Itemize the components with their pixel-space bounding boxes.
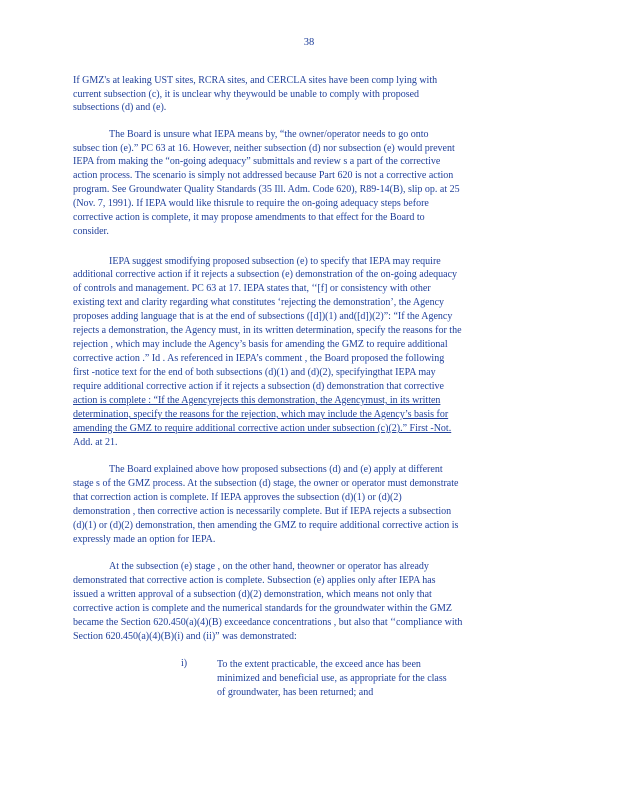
- text-line: rejection , which may include the Agency’s basis for amending the GMZ to require additional: [73, 339, 448, 350]
- list-item-line: minimized and beneficial use, as appropriate for the class: [217, 673, 447, 684]
- text-line: corrective action .” Id . As referenced in IEPA’s comment , the Board proposed the following: [73, 353, 445, 364]
- text-line: expressly made an option for IEPA.: [73, 534, 216, 545]
- underlined-text-line: amending the GMZ to require additional corrective action under subsection (c)(2).” First -Not.: [73, 423, 452, 434]
- list-item-line: To the extent practicable, the exceed ance has been: [217, 659, 421, 670]
- text-line: demonstrated that corrective action is complete. Subsection (e) applies only after IEPA has: [73, 575, 436, 586]
- text-line: Section 620.450(a)(4)(B)(i) and (ii)” was demonstrated:: [73, 631, 297, 642]
- text-line: At the subsection (e) stage , on the other hand, theowner or operator has already: [109, 561, 429, 572]
- text-line: consider.: [73, 226, 109, 237]
- text-line: became the Section 620.450(a)(4)(B) exceedance concentrations , but also that ‘‘compliance with: [73, 617, 463, 628]
- text-line: demonstration , then corrective action is necessarily complete. But if IEPA rejects a subsection: [73, 506, 452, 517]
- text-line: corrective action is complete, it may propose amendments to that effect for the Board to: [73, 212, 425, 223]
- text-line: The Board is unsure what IEPA means by, “the owner/operator needs to go onto: [109, 129, 429, 140]
- text-line: of controls and management. PC 63 at 17. IEPA states that, ‘‘[f] or consistency with other: [73, 283, 431, 294]
- text-line: existing text and clarity regarding what constitutes ‘rejecting the demonstration’, the Agency: [73, 297, 445, 308]
- underlined-text-line: action is complete : “If the Agencyrejects this demonstration, the Agencymust, in its written: [73, 395, 441, 406]
- text-line: current subsection (c), it is unclear why theywould be unable to comply with proposed: [73, 89, 420, 100]
- text-line: proposes adding language that is at the end of subsections ([d])(1) and([d])(2)”: “If the Agency: [73, 311, 453, 322]
- text-line: subsec tion (e).” PC 63 at 16. However, neither subsection (d) nor subsection (e) would prevent: [73, 143, 455, 154]
- text-line: additional corrective action if it rejects a subsection (e) demonstration of the on-going adequacy: [73, 269, 458, 280]
- text-line: issued a written approval of a subsection (d)(2) demonstration, which means not only that: [73, 589, 432, 600]
- text-line: action process. The scenario is simply not addressed because Part 620 is not a corrective action: [73, 170, 454, 181]
- text-line: If GMZ's at leaking UST sites, RCRA sites, and CERCLA sites have been comp lying with: [73, 75, 438, 86]
- text-line: corrective action is complete and the numerical standards for the groundwater within the GMZ: [73, 603, 453, 614]
- text-line: require additional corrective action if it rejects a subsection (d) demonstration that corrective: [73, 381, 444, 392]
- underlined-text-line: determination, specify the reasons for the rejection, which may include the Agency’s basis for: [73, 409, 449, 420]
- text-line: rejects a demonstration, the Agency must, in its written determination, specify the reasons for the: [73, 325, 462, 336]
- text-line: stage s of the GMZ process. At the subsection (d) stage, the owner or operator must demonstrate: [73, 478, 459, 489]
- text-line: first -notice text for the end of both subsections (d)(1) and (d)(2), specifyingthat IEPA may: [73, 367, 436, 378]
- list-item-number: i): [181, 658, 188, 669]
- text-line: (d)(1) or (d)(2) demonstration, then amending the GMZ to require additional corrective action is: [73, 520, 459, 531]
- text-line: The Board explained above how proposed subsections (d) and (e) apply at different: [109, 464, 443, 475]
- text-line: that correction action is complete. If IEPA approves the subsection (d)(1) or (d)(2): [73, 492, 402, 503]
- text-line: Add. at 21.: [73, 437, 118, 448]
- text-line: subsections (d) and (e).: [73, 102, 167, 113]
- list-item-line: of groundwater, has been returned; and: [217, 687, 374, 698]
- text-line: (Nov. 7, 1991). If IEPA would like thisrule to require the on-going adequacy steps before: [73, 198, 429, 209]
- text-line: IEPA suggest smodifying proposed subsection (e) to specify that IEPA may require: [109, 256, 441, 267]
- page-number: 38: [303, 37, 315, 48]
- text-line: IEPA from making the “on-going adequacy” submittals and review s a part of the corrective: [73, 156, 441, 167]
- text-line: program. See Groundwater Quality Standards (35 Ill. Adm. Code 620), R89-14(B), slip op. at 25: [73, 184, 460, 195]
